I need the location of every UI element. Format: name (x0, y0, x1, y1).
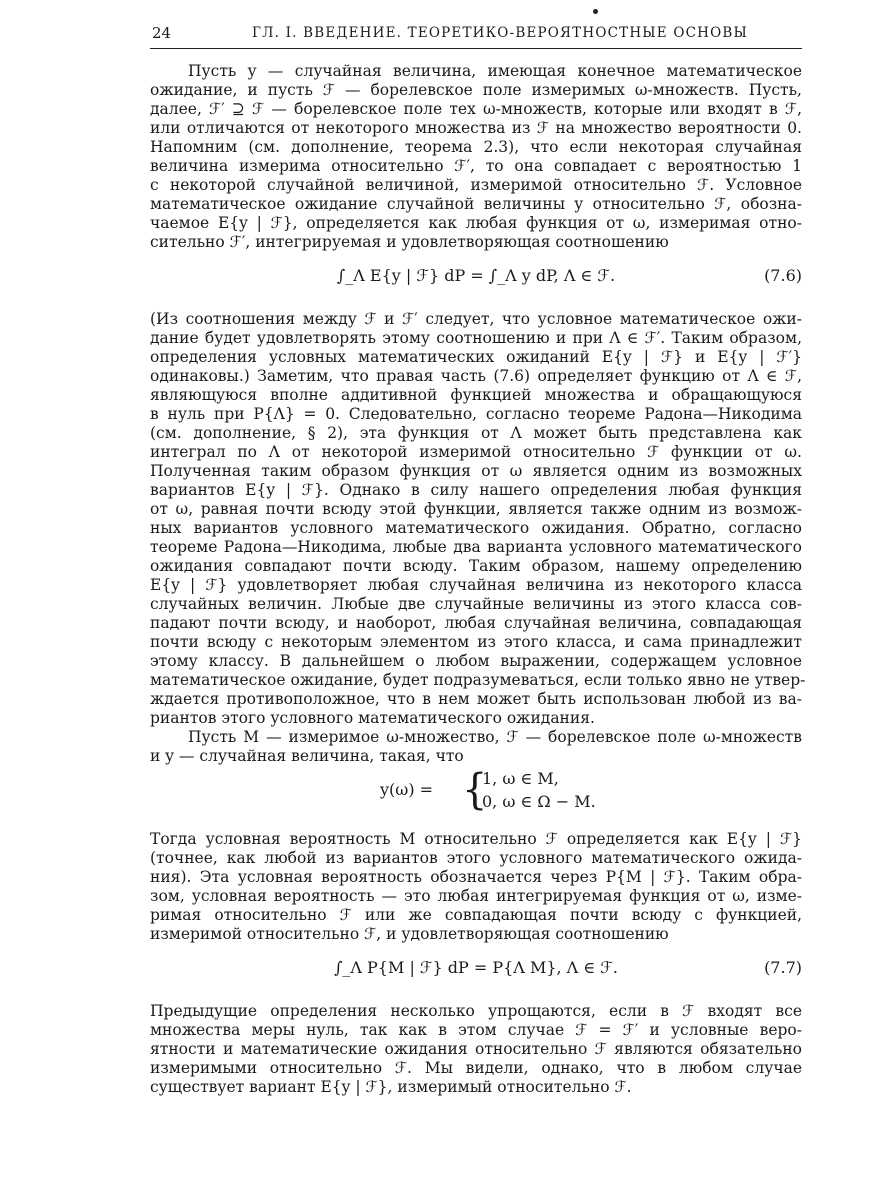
equation-number: (7.6) (764, 266, 802, 285)
text-line: далее, ℱ′ ⊇ ℱ — борелевское поле тех ω-множеств, которые или входят в ℱ, (150, 100, 802, 118)
text-line: (точнее, как любой из вариантов этого условного математического ожида- (150, 849, 802, 867)
text-line: с некоторой случайной величиной, измеримой относительно ℱ. Условное (150, 176, 802, 194)
text-line: Предыдущие определения несколько упрощаются, если в ℱ входят все (150, 1002, 802, 1020)
text-line: почти всюду с некоторым элементом из этого класса, и сама принадлежит (150, 633, 802, 651)
text-line: определения условных математических ожиданий E{y | ℱ} и E{y | ℱ′} (150, 348, 802, 366)
text-line: зом, условная вероятность — это любая интегрируемая функция от ω, изме- (150, 887, 802, 905)
cases-formula (150, 766, 802, 826)
cases-lhs: y(ω) = (380, 780, 434, 799)
paragraph-2 (150, 310, 806, 728)
text-line: ных вариантов условного математического ожидания. Обратно, согласно (150, 519, 802, 537)
text-line: ждается противоположное, что в нем может быть использован любой из ва- (150, 690, 802, 708)
left-brace-icon: { (462, 765, 488, 815)
paragraph-5 (150, 1002, 802, 1097)
text-line: чаемое E{y | ℱ}, определяется как любая функция от ω, измеримая отно- (150, 214, 802, 232)
text-line: сительно ℱ′, интегрируемая и удовлетворяющая соотношению (150, 233, 669, 251)
text-line: Тогда условная вероятность M относительно ℱ определяется как E{y | ℱ} (150, 830, 802, 848)
text-line: измеримой относительно ℱ, и удовлетворяющая соотношению (150, 925, 669, 943)
text-line: (см. дополнение, § 2), эта функция от Λ может быть представлена как (150, 424, 802, 442)
text-line: ния). Эта условная вероятность обозначается через P{M | ℱ}. Таким обра- (150, 868, 802, 886)
text-line: в нуль при P{Λ} = 0. Следовательно, согласно теореме Радона—Никодима (150, 405, 802, 423)
text-line: множества меры нуль, так как в этом случае ℱ = ℱ′ и условные веро- (150, 1021, 802, 1039)
text-line: Напомним (см. дополнение, теорема 2.3), что если некоторая случайная (150, 138, 802, 156)
case-2: 0, ω ∈ Ω − M. (482, 792, 596, 811)
paragraph-3 (150, 728, 802, 766)
text-line: дание будет удовлетворять этому соотношению и при Λ ∈ ℱ′. Таким образом, (150, 329, 802, 347)
text-line: и y — случайная величина, такая, что (150, 747, 464, 765)
paragraph-1 (150, 62, 802, 252)
text-line: Полученная таким образом функция от ω является одним из возможных (150, 462, 802, 480)
text-line: Пусть M — измеримое ω-множество, ℱ — борелевское поле ω-множеств (188, 728, 802, 746)
text-line: одинаковы.) Заметим, что правая часть (7.6) определяет функцию от Λ ∈ ℱ, (150, 367, 802, 385)
equation-number: (7.7) (764, 958, 802, 977)
text-line: измеримыми относительно ℱ. Мы видели, однако, что в любом случае (150, 1059, 802, 1077)
running-head: ГЛ. I. ВВЕДЕНИЕ. ТЕОРЕТИКО-ВЕРОЯТНОСТНЫЕ ОСНОВЫ (252, 25, 748, 41)
formula-expression: ∫_Λ E{y | ℱ} dP = ∫_Λ y dP, Λ ∈ ℱ. (336, 266, 616, 285)
text-line: случайных величин. Любые две случайные величины из этого класса сов- (150, 595, 802, 613)
formula-7-6 (150, 256, 802, 304)
text-line: E{y | ℱ} удовлетворяет любая случайная величина из некоторого класса (150, 576, 802, 594)
text-line: или отличаются от некоторого множества из ℱ на множество вероятности 0. (150, 119, 802, 137)
text-line: теореме Радона—Никодима, любые два варианта условного математического (150, 538, 802, 556)
text-line: этому классу. В дальнейшем о любом выражении, содержащем условное (150, 652, 802, 670)
text-line: римая относительно ℱ или же совпадающая почти всюду с функцией, (150, 906, 802, 924)
text-line: ожидание, и пусть ℱ — борелевское поле измеримых ω-множеств. Пусть, (150, 81, 802, 99)
formula-expression: ∫_Λ P{M | ℱ} dP = P{Λ M}, Λ ∈ ℱ. (334, 958, 618, 977)
formula-7-7 (150, 948, 802, 996)
text-line: ятности и математические ожидания относительно ℱ являются обязательно (150, 1040, 802, 1058)
ink-speck (593, 9, 598, 14)
header-rule (150, 48, 802, 49)
text-line: ожидания совпадают почти всюду. Таким образом, нашему определению (150, 557, 802, 575)
page-body (150, 62, 806, 1097)
text-line: математическое ожидание, будет подразумеваться, если только явно не утвер- (150, 671, 806, 689)
text-line: величина измерима относительно ℱ′, то она совпадает с вероятностью 1 (150, 157, 802, 175)
page-number: 24 (152, 24, 172, 42)
text-line: риантов этого условного математического ожидания. (150, 709, 595, 727)
page-header (150, 24, 800, 46)
text-line: от ω, равная почти всюду этой функции, является также одним из возмож- (150, 500, 802, 518)
text-line: математическое ожидание случайной величины y относительно ℱ, обозна- (150, 195, 802, 213)
text-line: являющуюся вполне аддитивной функцией множества и обращающуюся (150, 386, 802, 404)
paragraph-4 (150, 830, 802, 944)
text-line: вариантов E{y | ℱ}. Однако в силу нашего определения любая функция (150, 481, 802, 499)
text-line: интеграл по Λ от некоторой измеримой относительно ℱ функции от ω. (150, 443, 802, 461)
text-line: (Из соотношения между ℱ и ℱ′ следует, что условное математическое ожи- (150, 310, 802, 328)
text-line: существует вариант E{y | ℱ}, измеримый относительно ℱ. (150, 1078, 632, 1096)
case-1: 1, ω ∈ M, (482, 769, 559, 788)
text-line: Пусть y — случайная величина, имеющая конечное математическое (188, 62, 802, 80)
text-line: падают почти всюду, и наоборот, любая случайная величина, совпадающая (150, 614, 802, 632)
